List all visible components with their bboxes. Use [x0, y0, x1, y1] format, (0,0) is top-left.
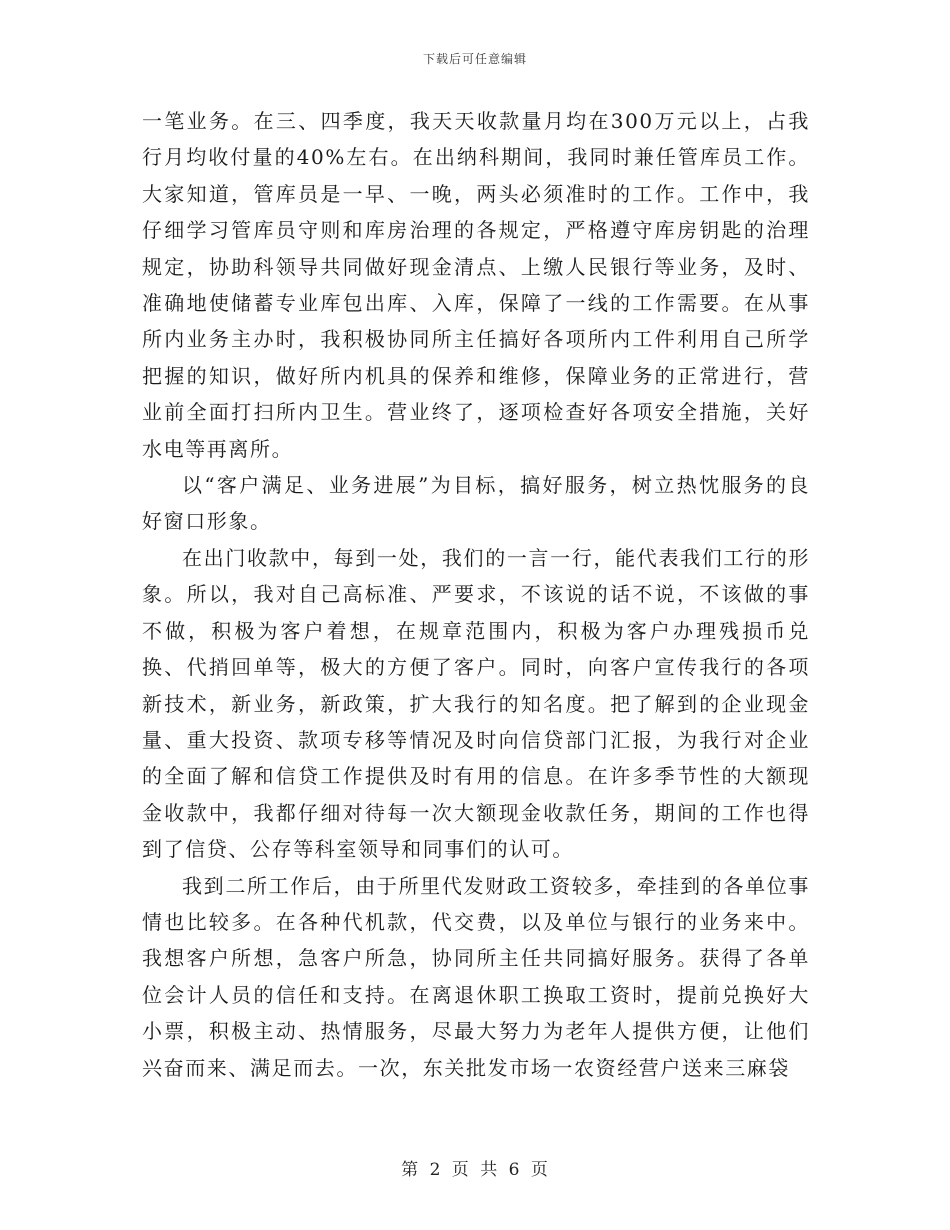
- paragraph-3: 在出门收款中，每到一处，我们的一言一行，能代表我们工行的形象。所以，我对自己高标准、严要求，不该说的话不说，不该做的事不做，积极为客户着想，在规章范围内，积极为客户办理残损币兑换、代捎回单等，极大的方便了客户。同时，向客户宣传我行的各项新技术，新业务，新政策，扩大我行的知名度。把了解到的企业现金量、重大投资、款项专移等情况及时向信贷部门汇报，为我行对企业的全面了解和信贷工作提供及时有用的信息。在许多季节性的大额现金收款中，我都仔细对待每一次大额现金收款任务，期间的工作也得到了信贷、公存等科室领导和同事们的认可。: [142, 545, 810, 862]
- paragraph-1: 一笔业务。在三、四季度，我天天收款量月均在300万元以上，占我行月均收付量的40%左右。在出纳科期间，我同时兼任管库员工作。大家知道，管库员是一早、一晚，两头必须准时的工作。工作中，我仔细学习管库员守则和库房治理的各规定，严格遵守库房钥匙的治理规定，协助科领导共同做好现金清点、上缴人民银行等业务，及时、准确地使储蓄专业库包出库、入库，保障了一线的工作需要。在从事所内业务主办时，我积极协同所主任搞好各项所内工件利用自己所学把握的知识，做好所内机具的保养和维修，保障业务的正常进行，营业前全面打扫所内卫生。营业终了，逐项检查好各项安全措施，关好水电等再离所。: [142, 109, 810, 461]
- page-number-footer: 第 2 页 共 6 页: [401, 1160, 549, 1180]
- document-body: [142, 103, 810, 1086]
- paragraph-4: 我到二所工作后，由于所里代发财政工资较多，牵挂到的各单位事情也比较多。在各种代机款，代交费，以及单位与银行的业务来中。我想客户所想，急客户所急，协同所主任共同搞好服务。获得了各单位会计人员的信任和支持。在离退休职工换取工资时，提前兑换好大小票，积极主动、热情服务，尽最大努力为老年人提供方便，让他们兴奋而来、满足而去。一次，东关批发市场一农资经营户送来三麻袋: [142, 873, 810, 1080]
- paragraph-2: 以“客户满足、业务进展”为目标，搞好服务，树立热忱服务的良好窗口形象。: [142, 473, 810, 534]
- page-header: 下载后可任意编辑: [422, 52, 527, 66]
